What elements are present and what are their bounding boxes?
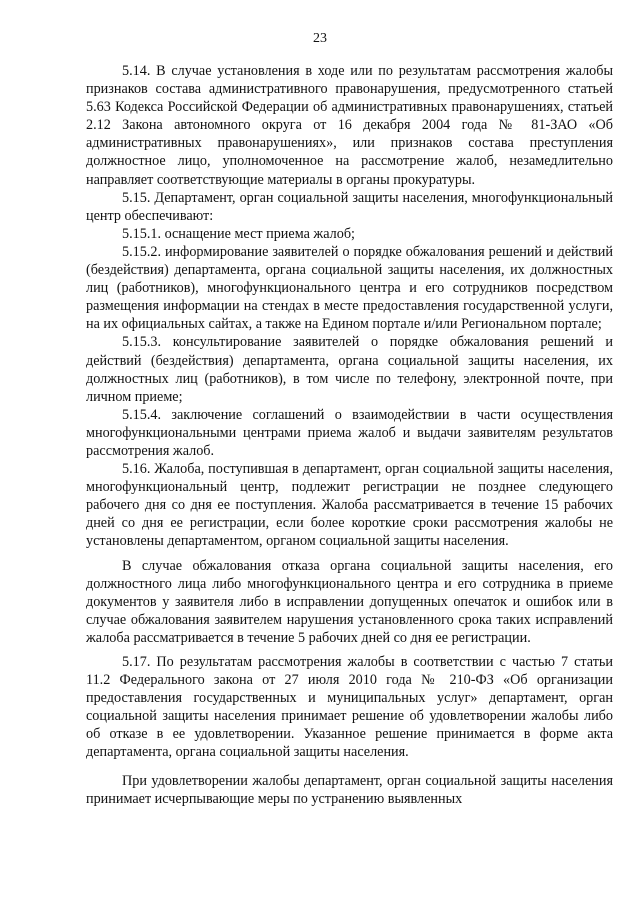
document-body	[86, 62, 613, 808]
paragraph-appeal-refusal: В случае обжалования отказа органа социальной защиты населения, его должностного лица либо многофункционального центра и его сотрудника в приеме документов у заявителя либо в исправлении допущенных опечаток и ошибок или в случае обжалования заявителем нарушения установленного срока таких исправлений жалоба рассматривается в течение 5 рабочих дней со дня ее регистрации.	[86, 557, 613, 646]
paragraph-5-14: 5.14. В случае установления в ходе или по результатам рассмотрения жалобы признаков состава административного правонарушения, предусмотренного статьей 5.63 Кодекса Российской Федерации об административных правонарушениях, статьей 2.12 Закона автономного округа от 16 декабря 2004 года № 81-ЗАО «Об административных правонарушениях», или признаков состава преступления должностное лицо, уполномоченное на рассмотрение жалоб, незамедлительно направляет соответствующие материалы в органы прокуратуры.	[86, 63, 613, 188]
paragraph-5-15: 5.15. Департамент, орган социальной защиты населения, многофункциональный центр обеспечивают:	[86, 189, 613, 224]
paragraph-5-15-2: 5.15.2. информирование заявителей о порядке обжалования решений и действий (бездействия) департамента, органа социальной защиты населения, их должностных лиц (работников), многофункционального центра и его сотрудников посредством размещения информации на стендах в месте предоставления государственной услуги, на их официальных сайтах, а также на Едином портале и/или Региональном портале;	[86, 243, 613, 333]
paragraph-5-15-3: 5.15.3. консультирование заявителей о порядке обжалования решений и действий (бездействия) департамента, органа социальной защиты населения, их должностных лиц (работников), в том числе по телефону, электронной почте, при личном приеме;	[86, 334, 613, 405]
paragraph-5-15-4: 5.15.4. заключение соглашений о взаимодействии в части осуществления многофункциональными центрами приема жалоб и выдачи заявителям результатов рассмотрения жалоб.	[86, 406, 613, 459]
page-number: 23	[313, 31, 327, 46]
paragraph-5-15-1: 5.15.1. оснащение мест приема жалоб;	[122, 225, 355, 242]
paragraph-5-16: 5.16. Жалоба, поступившая в департамент, орган социальной защиты населения, многофункциональный центр, подлежит регистрации не позднее следующего рабочего дня со дня ее поступления. Жалоба рассматривается в течение 15 рабочих дней со дня ее регистрации, если более короткие сроки рассмотрения жалобы не установлены департаментом, органом социальной защиты населения.	[86, 461, 613, 550]
paragraph-5-17: 5.17. По результатам рассмотрения жалобы в соответствии с частью 7 статьи 11.2 Федерального закона от 27 июля 2010 года № 210-ФЗ «Об организации предоставления государственных и муниципальных услуг» департамент, орган социальной защиты населения принимает решение об удовлетворении жалобы либо об отказе в ее удовлетворении. Указанное решение принимается в форме акта департамента, органа социальной защиты населения.	[86, 654, 613, 761]
paragraph-satisfaction: При удовлетворении жалобы департамент, орган социальной защиты населения принимает исчерпывающие меры по устранению выявленных	[86, 772, 613, 807]
